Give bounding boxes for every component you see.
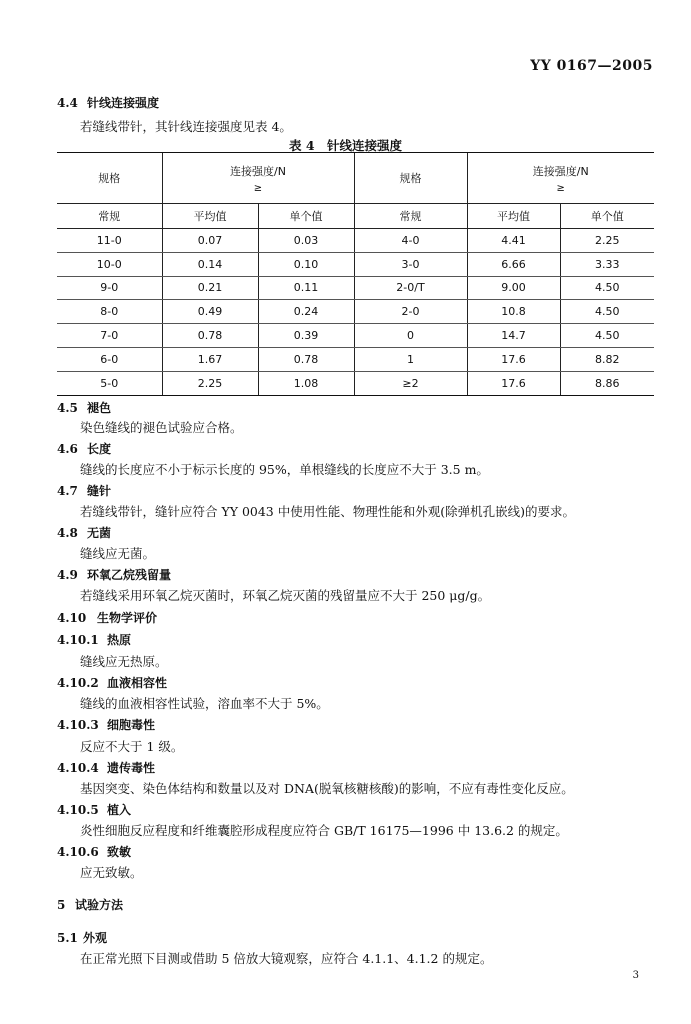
section-4-6-text: 缝线的长度应不小于标示长度的 95%，单根缝线的长度应不大于 3.5 m。 (80, 462, 489, 477)
header-strength-right (467, 153, 654, 204)
table-cell: ≥2 (354, 371, 467, 395)
table-cell: 0.10 (258, 252, 354, 276)
section-4-10-1-heading (57, 631, 131, 648)
section-4-7-text: 若缝线带针，缝针应符合 YY 0043 中使用性能、物理性能和外观(除弹机孔嵌线)的要求。 (80, 504, 575, 519)
section-number: 4.5 (57, 401, 78, 415)
header-ge-symbol: ≥ (556, 182, 565, 194)
table-row (57, 324, 654, 348)
table-cell: 5-0 (57, 371, 162, 395)
table-cell: 14.7 (467, 324, 560, 348)
header-spec-right: 规格 (354, 153, 467, 204)
section-number: 5.1 (57, 931, 78, 945)
subheader-normal: 常规 (57, 204, 162, 229)
table-subheader-row (57, 204, 654, 229)
section-number: 4.10.4 (57, 761, 99, 775)
header-strength-left (162, 153, 354, 204)
standard-code: YY 0167—2005 (530, 58, 653, 74)
table-cell: 0.24 (258, 300, 354, 324)
header-strength-label: 连接强度/N (230, 164, 286, 178)
table-cell: 9.00 (467, 276, 560, 300)
table-cell: 0.11 (258, 276, 354, 300)
section-title: 环氧乙烷残留量 (87, 568, 172, 582)
subheader-avg: 平均值 (467, 204, 560, 229)
section-4-10-2-text: 缝线的血液相容性试验，溶血率不大于 5%。 (80, 696, 329, 711)
table-cell: 0.49 (162, 300, 258, 324)
section-4-4-heading (57, 94, 159, 111)
section-number: 4.10.5 (57, 803, 99, 817)
table-cell: 11-0 (57, 229, 162, 253)
section-title: 遗传毒性 (107, 761, 156, 775)
table-cell: 6-0 (57, 347, 162, 371)
section-title: 缝针 (87, 484, 112, 498)
section-4-10-heading (57, 609, 157, 626)
header-ge-symbol: ≥ (253, 182, 263, 194)
table-cell: 2.25 (560, 229, 654, 253)
section-5-1-heading (57, 929, 107, 946)
section-title: 无菌 (87, 526, 112, 540)
table-cell: 8.86 (560, 371, 654, 395)
section-number: 4.8 (57, 526, 78, 540)
table-cell: 0.21 (162, 276, 258, 300)
section-number: 4.6 (57, 442, 78, 456)
header-spec-left: 规格 (57, 153, 162, 204)
table-cell: 17.6 (467, 371, 560, 395)
table-cell: 0.78 (258, 347, 354, 371)
subheader-normal: 常规 (354, 204, 467, 229)
table-cell: 0.07 (162, 229, 258, 253)
table-cell: 1.67 (162, 347, 258, 371)
section-number: 4.9 (57, 568, 78, 582)
section-number: 5 (57, 898, 66, 912)
header-strength-label: 连接强度/N (532, 164, 589, 178)
section-4-8-text: 缝线应无菌。 (80, 546, 156, 561)
section-4-10-3-text: 反应不大于 1 级。 (80, 739, 184, 754)
section-title: 热原 (107, 633, 132, 647)
section-4-10-4-text: 基因突变、染色体结构和数量以及对 DNA(脱氧核糖核酸)的影响，不应有毒性变化反应。 (80, 781, 574, 796)
table-header-row (57, 153, 654, 204)
section-title: 针线连接强度 (87, 96, 160, 110)
table-cell: 4.50 (560, 324, 654, 348)
table-cell: 10.8 (467, 300, 560, 324)
table-cell: 4-0 (354, 229, 467, 253)
table-cell: 2.25 (162, 371, 258, 395)
table-cell: 3.33 (560, 252, 654, 276)
section-title: 褪色 (87, 401, 112, 415)
table-cell: 1 (354, 347, 467, 371)
table-cell: 8-0 (57, 300, 162, 324)
section-number: 4.4 (57, 96, 78, 110)
table-cell: 10-0 (57, 252, 162, 276)
section-4-9-heading (57, 566, 171, 583)
table-cell: 0.03 (258, 229, 354, 253)
subheader-single: 单个值 (560, 204, 654, 229)
section-5-heading (57, 896, 123, 913)
section-title: 长度 (87, 442, 112, 456)
section-number: 4.10.6 (57, 845, 99, 859)
table-row (57, 300, 654, 324)
table-cell: 3-0 (354, 252, 467, 276)
table-cell: 4.50 (560, 276, 654, 300)
page-number: 3 (632, 970, 639, 981)
section-4-10-4-heading (57, 759, 155, 776)
subheader-single: 单个值 (258, 204, 354, 229)
section-title: 生物学评价 (97, 611, 158, 625)
table-cell: 17.6 (467, 347, 560, 371)
section-title: 外观 (83, 931, 108, 945)
subheader-avg: 平均值 (162, 204, 258, 229)
table-cell: 9-0 (57, 276, 162, 300)
table-row (57, 229, 654, 253)
table-cell: 0 (354, 324, 467, 348)
section-4-7-heading (57, 482, 111, 499)
section-4-10-1-text: 缝线应无热原。 (80, 654, 168, 669)
table-cell: 4.50 (560, 300, 654, 324)
section-title: 致敏 (107, 845, 132, 859)
table-cell: 1.08 (258, 371, 354, 395)
table-cell: 2-0 (354, 300, 467, 324)
section-number: 4.10.1 (57, 633, 99, 647)
section-title: 细胞毒性 (107, 718, 156, 732)
section-4-9-text: 若缝线采用环氧乙烷灭菌时，环氧乙烷灭菌的残留量应不大于 250 μg/g。 (80, 588, 491, 603)
table-row (57, 276, 654, 300)
table-cell: 8.82 (560, 347, 654, 371)
table-row (57, 252, 654, 276)
section-4-5-text: 染色缝线的褪色试验应合格。 (80, 420, 243, 435)
table-cell: 0.39 (258, 324, 354, 348)
table-cell: 0.14 (162, 252, 258, 276)
section-title: 试验方法 (75, 898, 124, 912)
section-4-10-6-heading (57, 843, 131, 860)
section-4-10-3-heading (57, 716, 155, 733)
section-5-1-text: 在正常光照下目测或借助 5 倍放大镜观察，应符合 4.1.1、4.1.2 的规定。 (80, 951, 493, 966)
section-4-8-heading (57, 524, 111, 541)
table-4-needle-attachment-strength (57, 152, 654, 396)
table-row (57, 371, 654, 395)
table-cell: 6.66 (467, 252, 560, 276)
table-cell: 2-0/T (354, 276, 467, 300)
table-cell: 0.78 (162, 324, 258, 348)
section-title: 血液相容性 (107, 676, 168, 690)
section-4-10-2-heading (57, 674, 167, 691)
section-4-4-text: 若缝线带针，其针线连接强度见表 4。 (80, 119, 292, 134)
table-cell: 7-0 (57, 324, 162, 348)
section-4-10-6-text: 应无致敏。 (80, 865, 143, 880)
section-number: 4.10.2 (57, 676, 99, 690)
section-number: 4.10.3 (57, 718, 99, 732)
table-cell: 4.41 (467, 229, 560, 253)
section-title: 植入 (107, 803, 132, 817)
table-row (57, 347, 654, 371)
section-4-6-heading (57, 440, 111, 457)
table-4-caption: 表 4 针线连接强度 (288, 138, 403, 153)
section-4-10-5-text: 炎性细胞反应程度和纤维囊腔形成程度应符合 GB/T 16175—1996 中 13.6.2 的规定。 (80, 823, 568, 838)
section-4-5-heading (57, 399, 111, 416)
section-4-10-5-heading (57, 801, 131, 818)
section-number: 4.10 (57, 611, 87, 625)
section-number: 4.7 (57, 484, 78, 498)
